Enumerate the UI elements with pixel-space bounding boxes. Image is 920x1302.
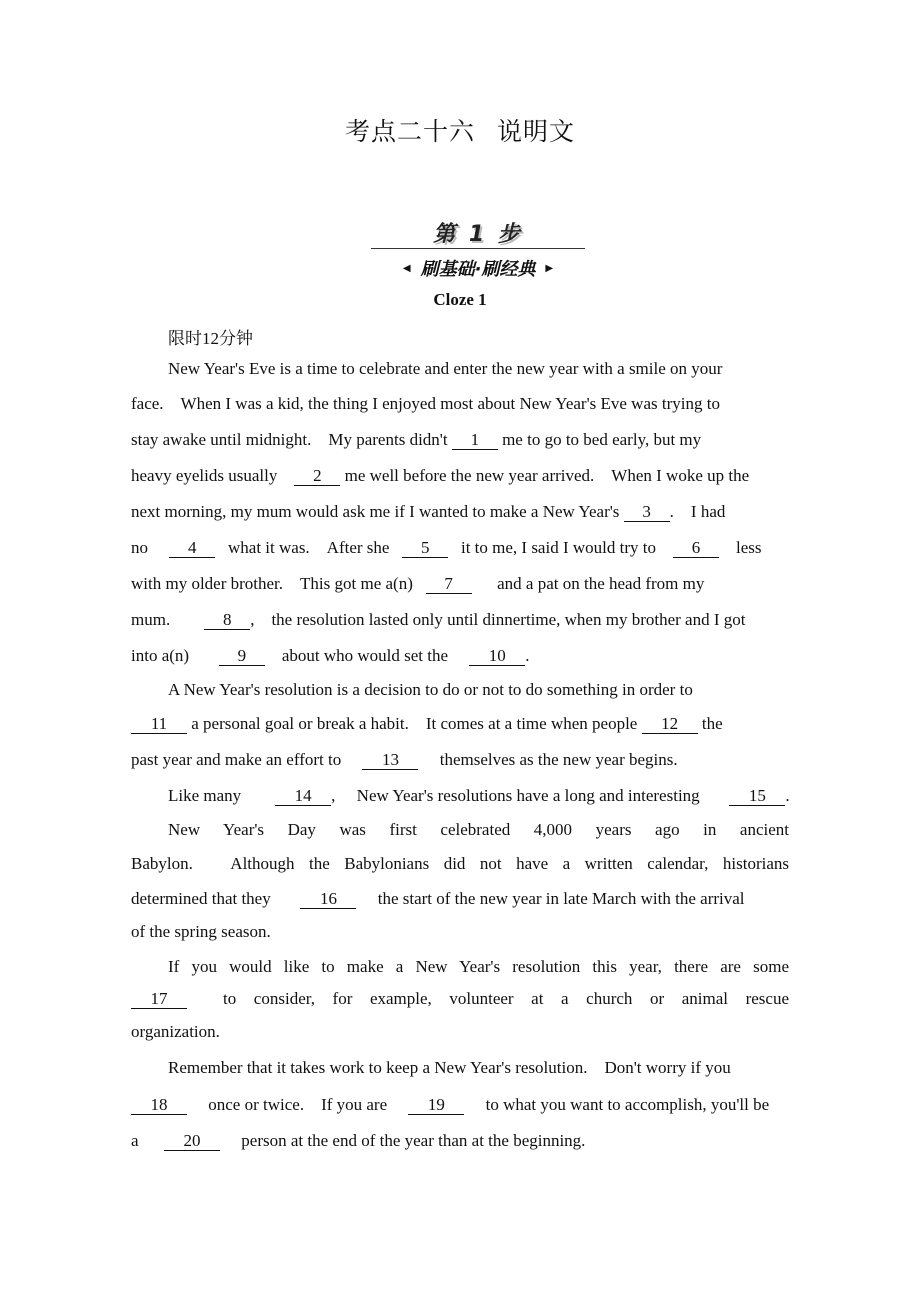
- time-limit: 限时12分钟: [168, 329, 253, 348]
- blank-2[interactable]: 2: [294, 467, 340, 486]
- step-banner: [371, 222, 585, 281]
- blank-7[interactable]: 7: [426, 575, 472, 594]
- step-title: 第 1 步: [433, 222, 523, 247]
- blank-5[interactable]: 5: [402, 539, 448, 558]
- text-line: Like many 14 , New Year's resolutions have a long and interesting 15 .: [168, 786, 790, 805]
- text-line: face. When I was a kid, the thing I enjoyed most about New Year's Eve was trying to: [131, 394, 720, 413]
- blank-13[interactable]: 13: [362, 751, 418, 770]
- blank-14[interactable]: 14: [275, 787, 331, 806]
- text-line: of the spring season.: [131, 922, 271, 941]
- title-topic-name: 说明文: [497, 119, 576, 146]
- text-line: stay awake until midnight. My parents didn't 1 me to go to bed early, but my: [131, 430, 702, 449]
- blank-8[interactable]: 8: [204, 611, 250, 630]
- cloze-title: Cloze 1: [433, 290, 487, 309]
- step-subtitle-row: [371, 255, 585, 281]
- blank-9[interactable]: 9: [219, 647, 265, 666]
- text-line: past year and make an effort to 13 themselves as the new year begins.: [131, 750, 678, 769]
- blank-6[interactable]: 6: [673, 539, 719, 558]
- text-line: A New Year's resolution is a decision to do or not to do something in order to: [168, 680, 693, 699]
- step-subtitle: 刷基础·刷经典: [420, 259, 536, 280]
- text-line: mum. 8 , the resolution lasted only until dinnertime, when my brother and I got: [131, 610, 746, 629]
- triangle-left-icon: ◀: [402, 262, 411, 274]
- text-line: Remember that it takes work to keep a New Year's resolution. Don't worry if you: [168, 1058, 731, 1077]
- blank-18[interactable]: 18: [131, 1096, 187, 1115]
- text-line: next morning, my mum would ask me if I wanted to make a New Year's 3 . I had: [131, 502, 726, 521]
- text-line: Babylon. Although the Babylonians did not have a written calendar, historians: [131, 854, 789, 873]
- blank-4[interactable]: 4: [169, 539, 215, 558]
- text-line: 17 to consider, for example, volunteer at a church or animal rescue: [131, 987, 789, 1011]
- text-line: New Year's Day was first celebrated 4,000 years ago in ancient: [168, 820, 789, 839]
- step-divider: [371, 248, 585, 249]
- text-line: heavy eyelids usually 2 me well before the new year arrived. When I woke up the: [131, 466, 750, 485]
- blank-1[interactable]: 1: [452, 431, 498, 450]
- blank-12[interactable]: 12: [642, 715, 698, 734]
- text-line: into a(n) 9 about who would set the 10 .: [131, 646, 530, 665]
- title-topic-number: 考点二十六: [344, 119, 475, 146]
- triangle-right-icon: ▶: [545, 262, 554, 274]
- text-line: with my older brother. This got me a(n) 7 and a pat on the head from my: [131, 574, 705, 593]
- blank-17[interactable]: 17: [131, 990, 187, 1009]
- blank-10[interactable]: 10: [469, 647, 525, 666]
- text-line: 11 a personal goal or break a habit. It comes at a time when people 12 the: [131, 712, 789, 736]
- text-line: New Year's Eve is a time to celebrate and enter the new year with a smile on your: [168, 359, 723, 378]
- text-line: If you would like to make a New Year's resolution this year, there are some: [168, 957, 789, 976]
- blank-19[interactable]: 19: [408, 1096, 464, 1115]
- blank-3[interactable]: 3: [624, 503, 670, 522]
- text-line: no 4 what it was. After she 5 it to me, I said I would try to 6 less: [131, 538, 762, 557]
- blank-11[interactable]: 11: [131, 715, 187, 734]
- page-title: [0, 112, 920, 148]
- blank-16[interactable]: 16: [300, 890, 356, 909]
- blank-15[interactable]: 15: [729, 787, 785, 806]
- text-line: organization.: [131, 1022, 220, 1041]
- blank-20[interactable]: 20: [164, 1132, 220, 1151]
- text-line: a 20 person at the end of the year than at the beginning.: [131, 1131, 586, 1150]
- text-line: 18 once or twice. If you are 19 to what you want to accomplish, you'll be: [131, 1093, 811, 1117]
- text-line: determined that they 16 the start of the new year in late March with the arrival: [131, 889, 745, 908]
